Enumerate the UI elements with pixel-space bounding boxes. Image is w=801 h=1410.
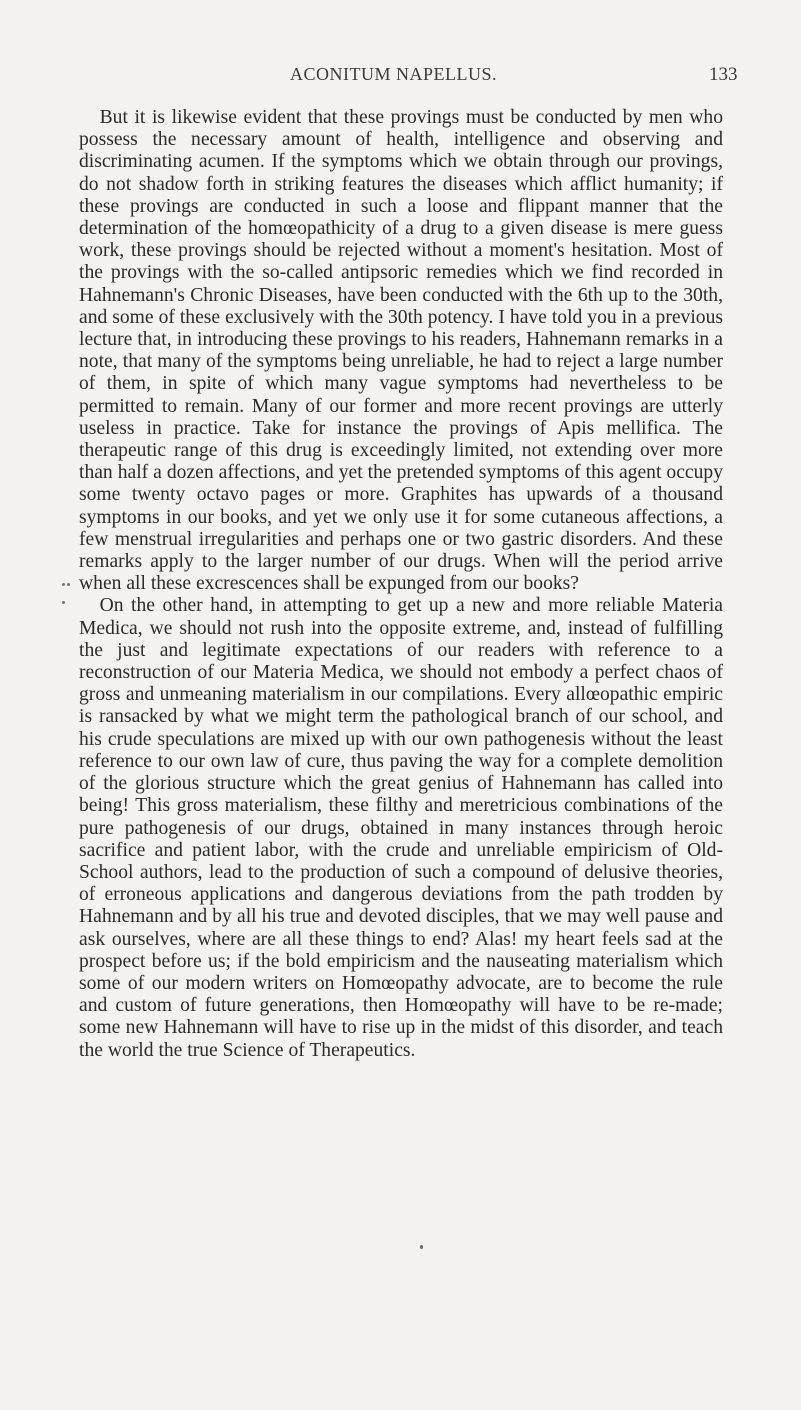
paragraph: On the other hand, in attempting to get up a new and more reliable Materia Medica, we should not rush into the opposite extreme, and, instead of fulfilling the just and legitimate expectations of our readers with reference to a reconstruction of our Materia Medica, we should not embody a perfect chaos of gross and unmeaning materialism in our compilations. Every allœopathic empiric is ransacked by what we might term the pathological branch of our school, and his crude speculations are mixed up with our own pathogenesis without the least reference to our own law of cure, thus paving the way for a complete demolition of the glorious structure which the great genius of Hahnemann has called into being! This gross materialism, these filthy and meretricious combinations of the pure pathogenesis of our drugs, obtained in many instances through heroic sacrifice and patient labor, with the crude and unreliable empiricism of Old-School authors, lead to the production of such a compound of delusive theories, of erroneous applications and dangerous deviations from the path trodden by Hahnemann and by all his true and devoted disciples, that we may well pause and ask ourselves, where are all these things to end? Alas! my heart feels sad at the prospect before us; if the bold empiricism and the nauseating materialism which some of our modern writers on Homœopathy advocate, are to become the rule and custom of future generations, then Homœopathy will have to be re-made; some new Hahnemann will have to rise up in the midst of this disorder, and teach the world the true Science of Therapeutics. (79, 595, 723, 1061)
page-number: 133 (709, 64, 738, 85)
ink-speck (420, 1245, 423, 1249)
page-header (0, 64, 801, 88)
running-head: ACONITUM NAPELLUS. (290, 64, 497, 84)
body-text (79, 107, 723, 1062)
paragraph: But it is likewise evident that these provings must be conducted by men who possess the necessary amount of health, intelligence and observing and discriminating acumen. If the symptoms which we obtain through our provings, do not shadow forth in striking features the diseases which afflict humanity; if these provings are conducted in such a loose and flippant manner that the determination of the homœopathicity of a drug to a given disease is mere guess work, these provings should be rejected without a moment's hesitation. Most of the provings with the so-called antipsoric remedies which we find recorded in Hahnemann's Chronic Diseases, have been conducted with the 6th up to the 30th, and some of these exclusively with the 30th potency. I have told you in a previous lecture that, in introducing these provings to his readers, Hahnemann remarks in a note, that many of the symptoms being unreliable, he had to reject a large number of them, in spite of which many vague symptoms had nevertheless to be permitted to remain. Many of our former and more recent provings are utterly useless in practice. Take for instance the provings of Apis mellifica. The therapeutic range of this drug is exceedingly limited, not extending over more than half a dozen affections, and yet the pretended symptoms of this agent occupy some twenty octavo pages or more. Graphites has upwards of a thousand symptoms in our books, and yet we only use it for some cutaneous affections, a few menstrual irregularities and perhaps one or two gastric disorders. And these remarks apply to the larger number of our drugs. When will the period arrive when all these excrescences shall be expunged from our books? (79, 107, 723, 595)
margin-dots (62, 573, 74, 577)
